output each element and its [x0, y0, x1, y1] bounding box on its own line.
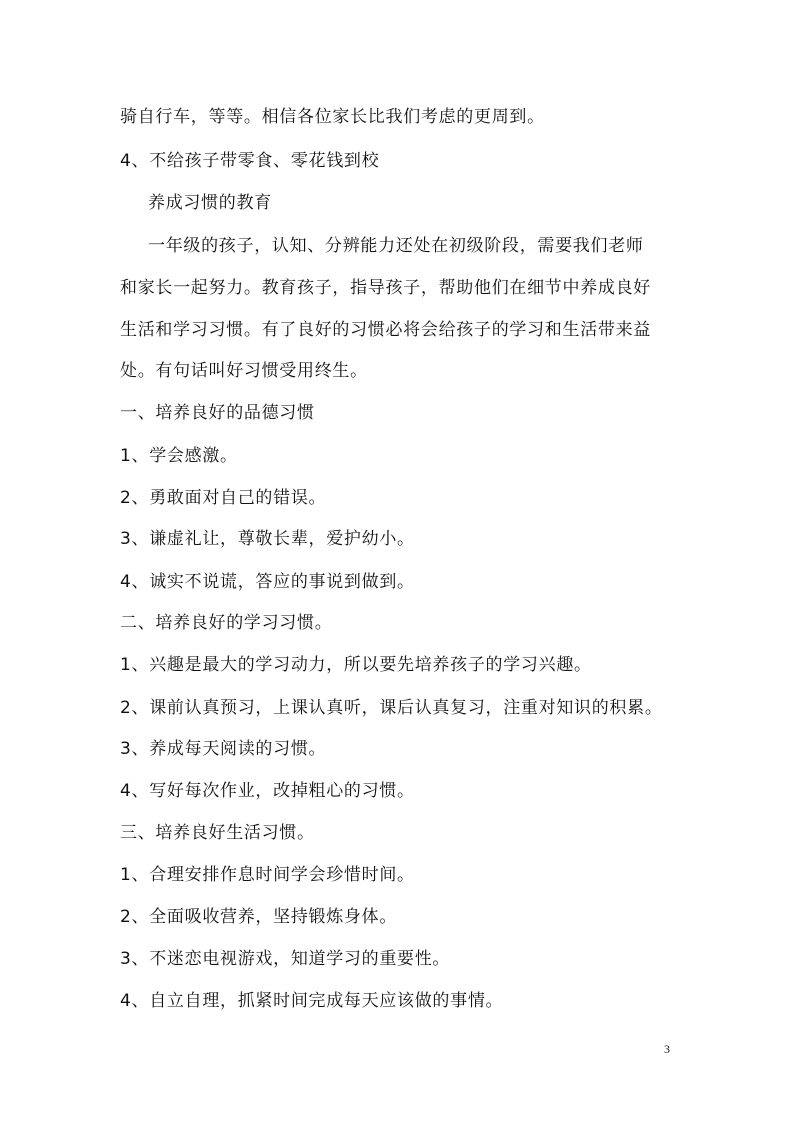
list-item: 4、诚实不说谎，答应的事说到做到。 [120, 572, 415, 592]
section-heading: 二、培养良好的学习习惯。 [120, 613, 333, 633]
list-item: 1、合理安排作息时间学会珍惜时间。 [120, 865, 415, 885]
paragraph-line: 骑自行车，等等。相信各位家长比我们考虑的更周到。 [120, 107, 545, 127]
list-item: 1、兴趣是最大的学习动力，所以要先培养孩子的学习兴趣。 [120, 655, 592, 675]
page-number: 3 [664, 1042, 670, 1056]
paragraph-line: 一年级的孩子，认知、分辨能力还处在初级阶段，需要我们老师 [148, 236, 644, 256]
list-item: 1、学会感激。 [120, 446, 238, 466]
list-item: 3、养成每天阅读的习惯。 [120, 739, 327, 759]
list-item: 3、谦虚礼让，尊敬长辈，爱护幼小。 [120, 529, 415, 549]
list-item: 2、全面吸收营养，坚持锻炼身体。 [120, 907, 398, 927]
paragraph-line: 处。有句话叫好习惯受用终生。 [120, 361, 368, 381]
paragraph-line: 和家长一起努力。教育孩子，指导孩子，帮助他们在细节中养成良好 [120, 278, 651, 298]
list-item: 4、写好每次作业，改掉粗心的习惯。 [120, 781, 415, 801]
list-item: 3、不迷恋电视游戏，知道学习的重要性。 [120, 949, 451, 969]
list-item: 4、自立自理，抓紧时间完成每天应该做的事情。 [120, 991, 504, 1011]
section-heading: 三、培养良好生活习惯。 [120, 823, 315, 843]
section-heading: 一、培养良好的品德习惯 [120, 403, 315, 423]
section-heading: 养成习惯的教育 [148, 193, 272, 213]
list-item: 2、课前认真预习，上课认真听，课后认真复习，注重对知识的积累。 [120, 698, 663, 718]
list-item: 2、勇敢面对自己的错误。 [120, 488, 327, 508]
paragraph-line: 生活和学习习惯。有了良好的习惯必将会给孩子的学习和生活带来益 [120, 320, 651, 340]
list-item: 4、不给孩子带零食、零花钱到校 [120, 151, 380, 171]
